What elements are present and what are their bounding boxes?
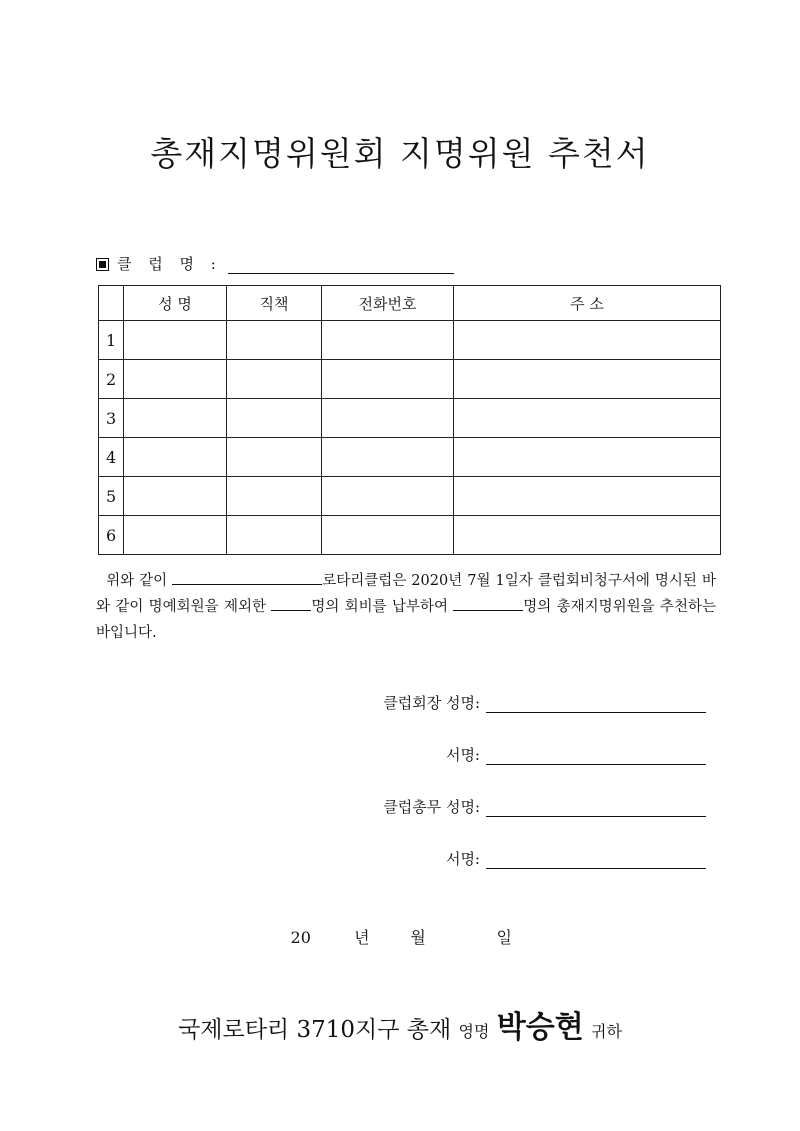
nominee-table: [98, 285, 721, 555]
suffix-text: 귀하: [591, 1022, 622, 1041]
table-row: [99, 360, 721, 399]
position-cell[interactable]: [227, 438, 322, 477]
table-header-row: [99, 286, 721, 321]
address-cell[interactable]: [454, 516, 721, 555]
president-sign-label: 서명:: [445, 746, 480, 764]
table-row: [99, 438, 721, 477]
phone-cell[interactable]: [322, 516, 454, 555]
recipient-line: [0, 1002, 800, 1046]
recipient-text: 국제로타리 3710지구 총재: [178, 1017, 452, 1043]
declaration-part-4: 명의 총재지명위원을 추천하는 바입니다.: [96, 599, 717, 641]
row-number: 3: [99, 399, 124, 438]
date-year: 20: [290, 928, 311, 947]
name-cell[interactable]: [124, 477, 227, 516]
nominee-count-blank[interactable]: [453, 596, 523, 611]
date-day-unit: 일: [496, 928, 513, 947]
address-cell[interactable]: [454, 438, 721, 477]
member-count-blank[interactable]: [271, 596, 311, 611]
phone-cell[interactable]: [322, 438, 454, 477]
position-cell[interactable]: [227, 516, 322, 555]
row-number: 4: [99, 438, 124, 477]
table-row: [99, 477, 721, 516]
declaration-paragraph: [96, 568, 716, 646]
table-row: [99, 321, 721, 360]
secretary-sign-blank[interactable]: [486, 850, 706, 869]
secretary-name-row: [383, 796, 706, 817]
header-position: 직책: [227, 286, 322, 321]
president-name-label: 클럽회장 성명:: [383, 694, 480, 712]
address-cell[interactable]: [454, 321, 721, 360]
header-phone: 전화번호: [322, 286, 454, 321]
row-number: 6: [99, 516, 124, 555]
president-sign-row: [446, 744, 706, 765]
name-cell[interactable]: [124, 321, 227, 360]
name-cell[interactable]: [124, 399, 227, 438]
secretary-sign-row: [446, 848, 706, 869]
position-cell[interactable]: [227, 321, 322, 360]
header-address: 주 소: [454, 286, 721, 321]
address-cell[interactable]: [454, 399, 721, 438]
club-name-label: 클 럽 명 :: [117, 255, 222, 273]
date-line: [0, 925, 800, 948]
header-number: [99, 286, 124, 321]
declaration-part-3: 명의 회비를 납부하여: [311, 599, 454, 615]
position-cell[interactable]: [227, 399, 322, 438]
secretary-name-blank[interactable]: [486, 798, 706, 817]
phone-cell[interactable]: [322, 477, 454, 516]
club-blank[interactable]: [172, 570, 322, 585]
table-row: [99, 399, 721, 438]
secretary-sign-label: 서명:: [445, 850, 480, 868]
page-title: 총재지명위원회 지명위원 추천서: [150, 134, 650, 173]
declaration-part-1: 위와 같이: [106, 573, 173, 589]
position-cell[interactable]: [227, 477, 322, 516]
president-name-blank[interactable]: [486, 694, 706, 713]
filled-square-icon: [96, 258, 109, 271]
row-number: 2: [99, 360, 124, 399]
club-name-blank[interactable]: [228, 255, 454, 274]
declaration-part-2: 로타리클럽은 2020년 7월 1일자 클럽회비청구서에 명시된 바와 같이 명예회원을 제외한: [96, 573, 716, 615]
secretary-name-label: 클럽총무 성명:: [383, 798, 480, 816]
address-cell[interactable]: [454, 477, 721, 516]
table-row: [99, 516, 721, 555]
phone-cell[interactable]: [322, 360, 454, 399]
name-cell[interactable]: [124, 438, 227, 477]
president-name-row: [383, 692, 706, 713]
address-cell[interactable]: [454, 360, 721, 399]
date-month-unit: 월: [410, 928, 426, 947]
club-name-field: [96, 253, 454, 274]
honorific-text: 영명: [458, 1022, 490, 1041]
header-name: 성 명: [124, 286, 227, 321]
phone-cell[interactable]: [322, 321, 454, 360]
row-number: 5: [99, 477, 124, 516]
date-year-unit: 년: [354, 928, 370, 947]
name-cell[interactable]: [124, 360, 227, 399]
name-cell[interactable]: [124, 516, 227, 555]
phone-cell[interactable]: [322, 399, 454, 438]
position-cell[interactable]: [227, 360, 322, 399]
president-sign-blank[interactable]: [486, 746, 706, 765]
governor-name: 박승현: [496, 1010, 584, 1045]
row-number: 1: [99, 321, 124, 360]
